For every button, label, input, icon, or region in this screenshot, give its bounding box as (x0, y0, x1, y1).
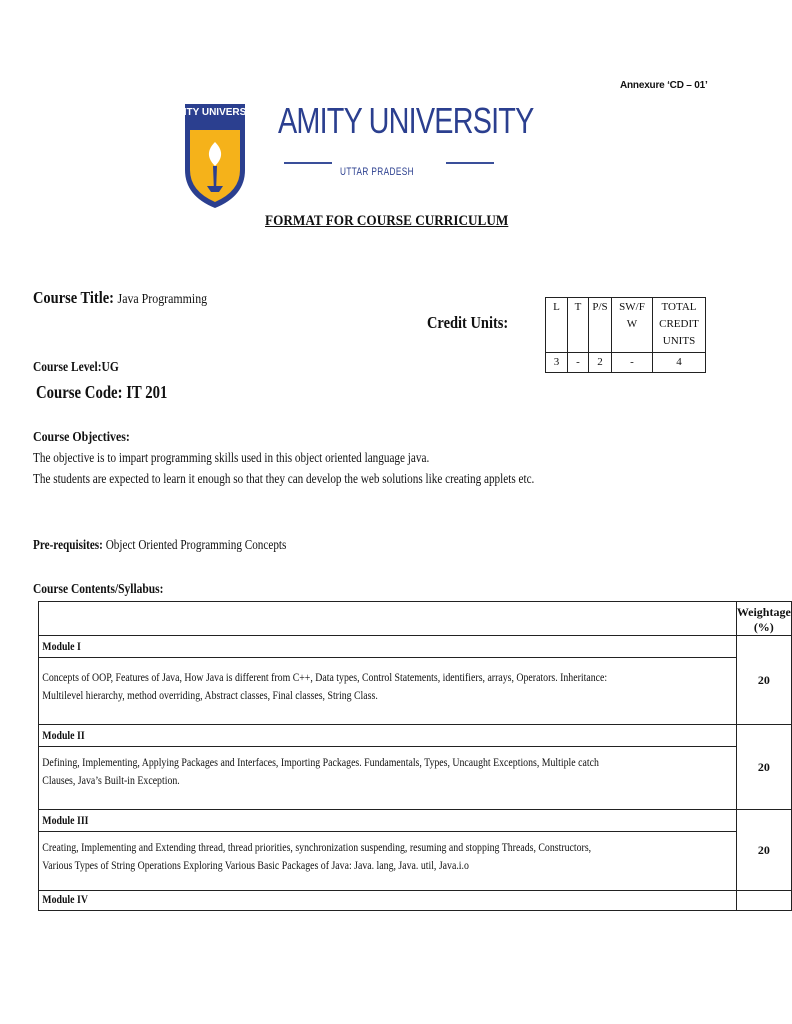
course-title-label: Course Title: (33, 288, 114, 307)
module-3-desc-row (39, 832, 792, 891)
module-2-title-cell (39, 725, 737, 747)
weightage-header-label: Weightage (%) (736, 605, 791, 634)
objective-line-1: The objective is to impart programming skills used in this object oriented language java. (33, 451, 430, 466)
module-2-title: Module II (42, 728, 85, 742)
module-1-line-1: Concepts of OOP, Features of Java, How Java is different from C++, Data types, Control Statements, identifiers, arrays, Operators. Inheritance: (42, 670, 608, 684)
module-1-weight: 20 (757, 672, 770, 687)
crest-line-1: AMITY UNIVERSITY (168, 107, 262, 118)
module-1-description (39, 658, 610, 707)
credit-value-ps: 2 (589, 353, 612, 373)
credit-header-ps: P/S (589, 298, 612, 353)
format-title: FORMAT FOR COURSE CURRICULUM (265, 213, 509, 229)
module-2-description (39, 747, 610, 792)
credit-value-swfw: - (612, 353, 653, 373)
module-1-line-2: Multilevel hierarchy, method overriding, Abstract classes, Final classes, String Class. (42, 688, 378, 702)
module-3-description (39, 832, 610, 877)
credit-value-total: 4 (653, 353, 706, 373)
objectives-heading: Course Objectives: (33, 430, 130, 445)
course-level: Course Level:UG (33, 360, 119, 375)
module-3-line-2: Various Types of String Operations Exploring Various Basic Packages of Java: Java. lang, Java. util, Java.i.o (42, 858, 469, 872)
module-1-title-row (39, 636, 792, 658)
credit-header-t: T (568, 298, 589, 353)
module-3-line-1: Creating, Implementing and Extending thread, thread priorities, synchronization suspending, resuming and stopping Threads, Constructors, (42, 840, 592, 854)
syllabus-header-row (39, 602, 792, 636)
credit-units-label: Credit Units: (427, 313, 509, 332)
course-title-value: Java Programming (117, 292, 208, 307)
credit-header-row (546, 298, 706, 353)
annexure-label: Annexure ‘CD – 01’ (620, 80, 708, 91)
logo-rule-right (446, 162, 494, 164)
credit-header-total: TOTAL CREDIT UNITS (653, 298, 706, 353)
syllabus-table (38, 601, 792, 911)
prerequisites-value: Object Oriented Programming Concepts (105, 538, 287, 553)
module-4-title-row (39, 891, 792, 911)
course-contents-heading: Course Contents/Syllabus: (33, 582, 164, 597)
module-3-title-row (39, 810, 792, 832)
module-1-desc-cell (39, 658, 737, 725)
prerequisites (33, 538, 286, 554)
course-code: Course Code: IT 201 (36, 382, 168, 402)
credit-header-swfw: SW/F W (612, 298, 653, 353)
credit-value-l: 3 (546, 353, 568, 373)
module-3-title: Module III (42, 813, 89, 827)
module-1-title: Module I (42, 639, 81, 653)
module-3-weight-cell (736, 810, 791, 891)
credit-value-t: - (568, 353, 589, 373)
weightage-header (736, 602, 791, 636)
module-2-line-1: Defining, Implementing, Applying Packages and Interfaces, Importing Packages. Fundamentals, Types, Uncaught Exceptions, Multiple catch (42, 755, 599, 769)
module-2-title-row (39, 725, 792, 747)
module-4-title-cell (39, 891, 737, 911)
course-title (33, 288, 207, 308)
credit-header-l: L (546, 298, 568, 353)
syllabus-header-blank (39, 602, 737, 636)
university-location: UTTAR PRADESH (340, 166, 414, 178)
amity-crest-icon (168, 100, 262, 210)
logo-rule-left (284, 162, 332, 164)
module-2-desc-row (39, 747, 792, 810)
module-1-desc-row (39, 658, 792, 725)
module-2-desc-cell (39, 747, 737, 810)
module-3-title-cell (39, 810, 737, 832)
credit-units-table (545, 297, 706, 373)
module-4-title: Module IV (42, 892, 88, 906)
objective-line-2: The students are expected to learn it enough so that they can develop the web solutions like creating applets etc. (33, 472, 535, 487)
module-3-desc-cell (39, 832, 737, 891)
prerequisites-label: Pre-requisites: (33, 538, 103, 553)
university-name: AMITY UNIVERSITY (278, 100, 534, 141)
module-2-line-2: Clauses, Java’s Built-in Exception. (42, 773, 180, 787)
module-2-weight-cell (736, 725, 791, 810)
module-1-weight-cell (736, 636, 791, 725)
module-1-title-cell (39, 636, 737, 658)
module-4-weight-cell (736, 891, 791, 911)
module-2-weight: 20 (757, 759, 770, 774)
credit-value-row (546, 353, 706, 373)
module-3-weight: 20 (757, 842, 770, 857)
